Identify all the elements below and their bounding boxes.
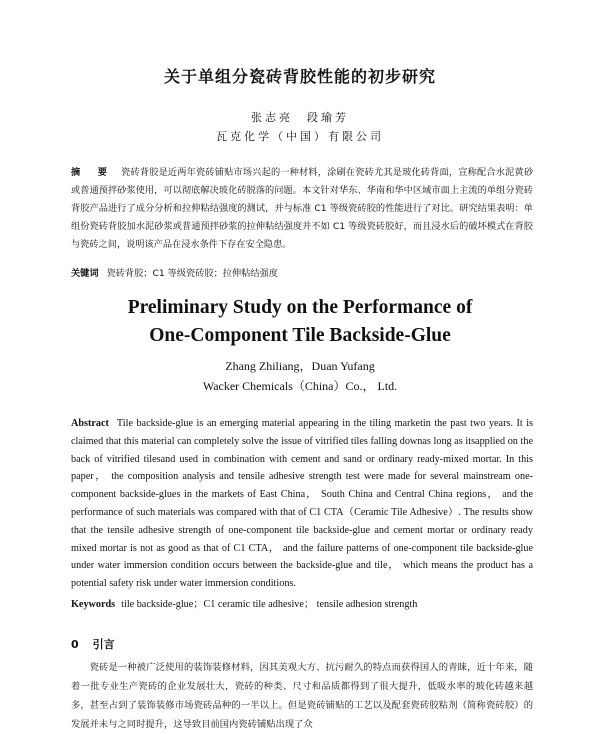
- english-abstract: [71, 415, 533, 593]
- chinese-keywords: [71, 266, 533, 282]
- chinese-keywords-label: 关键词: [71, 268, 99, 279]
- chinese-abstract: [71, 164, 533, 254]
- english-abstract-label: Abstract: [71, 418, 109, 429]
- english-abstract-text: Tile backside-glue is an emerging material appearing in the tiling marketin the past two years. It is claimed that this material can completely solve the issue of vitrified tiles falling downas long as itsapplied on the back of vitrified tilesand used in combination with cement and sand or ordinary ready-mixed mortar. In this paper， the composition analysis and tensile adhesive strength test were made for several mainstream one-component backside-glues in the markets of East China， South China and Central China regions， and the performance of such materials was compared with that of C1 CTA（Ceramic Tile Adhesive）. The results show that the tensile adhesive strength of one-component tile backside-glue and cement mortar or ordinary ready mixed mortar is not as good as that of C1 CTA， and the failure patterns of one-component tile backside-glue under water immersion condition occurs between the backside-glue and tile， which means the product has a potential safety risk under water immersion conditions.: [71, 418, 533, 590]
- chinese-affiliation: 瓦克化学（中国）有限公司: [216, 130, 384, 143]
- english-title-line-2: One-Component Tile Backside-Glue: [149, 325, 451, 346]
- english-authors: Zhang Zhiliang，Duan Yufang: [225, 359, 375, 373]
- english-affiliation: Wacker Chemicals（China）Co.， Ltd.: [202, 379, 398, 393]
- chinese-authors: 张志亮 段瑜芳: [251, 111, 349, 124]
- chinese-abstract-text: 瓷砖背胶是近两年瓷砖铺贴市场兴起的一种材料，涂刷在瓷砖尤其是玻化砖背面，宣称配合水泥黄砂或普通预拌砂浆使用，可以彻底解决玻化砖脱落的问题。本文针对华东、华南和华中区域市面上主流的单组分瓷砖背胶产品进行了成分分析和拉伸粘结强度的测试，并与标准 C1 等级瓷砖胶的性能进行了对比。研究结果表明：单组份瓷砖背胶加水泥砂浆或普通预拌砂浆的拉伸粘结强度并不如 C1 等级瓷砖胶好，而且浸水后的破坏模式在背胶与瓷砖之间，说明该产品在浸水条件下存在安全隐患。: [71, 167, 534, 250]
- section-body-text: 瓷砖是一种被广泛使用的装饰装修材料，因其美观大方、抗污耐久的特点而获得国人的青睐，近十年来，随着一批专业生产瓷砖的企业发展壮大，瓷砖的种类、尺寸和品质都得到了很大提升，低吸水率的玻化砖越来越多，甚至占到了装饰装修市场瓷砖品种的一半以上。但是瓷砖铺贴的工艺以及配套瓷砖胶粘剂（简称瓷砖胶）的发展并未与之同时提升，这导致目前国内瓷砖铺贴出现了众: [71, 662, 533, 730]
- section-number: 0: [71, 638, 79, 651]
- section-title: 引言: [92, 638, 115, 651]
- chinese-keywords-text: 瓷砖背胶；C1 等级瓷砖胶；拉伸粘结强度: [106, 268, 278, 279]
- chinese-abstract-label: 摘 要: [71, 167, 112, 178]
- english-keywords: [71, 597, 533, 613]
- english-keywords-label: Keywords: [71, 599, 116, 610]
- english-keywords-text: tile backside-glue；C1 ceramic tile adhesive； tensile adhesion strength: [121, 599, 418, 610]
- english-title-line-1: Preliminary Study on the Performance of: [127, 297, 473, 318]
- section-heading: [71, 636, 115, 652]
- chinese-title: 关于单组分瓷砖背胶性能的初步研究: [163, 67, 436, 86]
- english-title: [0, 294, 600, 350]
